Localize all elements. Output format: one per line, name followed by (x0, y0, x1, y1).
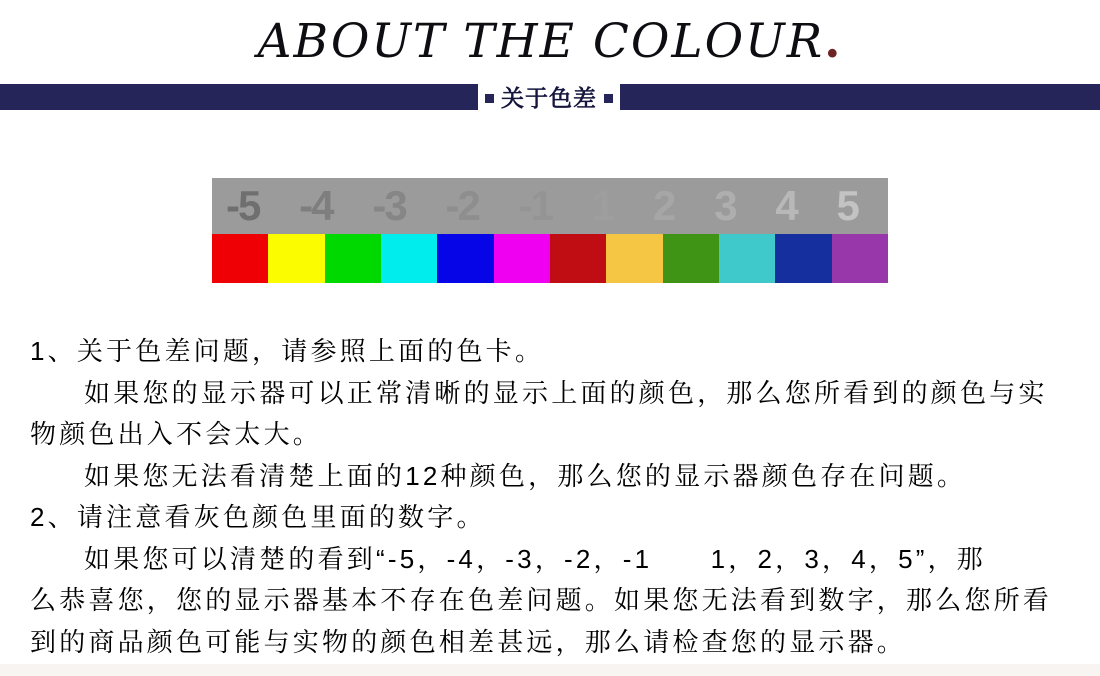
swatch-dark-green (663, 234, 719, 283)
navy-divider-band (0, 84, 1100, 110)
swatch-dark-blue (775, 234, 831, 283)
swatch-dark-red (550, 234, 606, 283)
page-title (0, 14, 1100, 69)
band-label: 关于色差 (501, 84, 597, 111)
gray-number--5: -5 (226, 182, 260, 229)
swatch-row (212, 234, 888, 283)
bottom-band (0, 664, 1100, 676)
swatch-cyan (381, 234, 437, 283)
band-label-box (478, 81, 620, 115)
swatch-purple (832, 234, 888, 283)
instructions-text-block (30, 331, 1080, 663)
instruction-line-4: 如果您无法看清楚上面的12种颜色，那么您的显示器颜色存在问题。 (84, 460, 967, 491)
instruction-line-1: 1、关于色差问题，请参照上面的色卡。 (30, 336, 545, 366)
gray-numbers-row (212, 178, 888, 234)
gray-number-4: 4 (775, 182, 797, 229)
gray-number--4: -4 (299, 182, 333, 229)
title-period: . (824, 14, 843, 69)
page-title-text: ABOUT THE COLOUR (257, 14, 825, 69)
gray-number-3: 3 (714, 182, 736, 229)
swatch-green (325, 234, 381, 283)
gray-number--3: -3 (372, 182, 406, 229)
square-bullet-right-icon (604, 94, 613, 103)
instruction-line-2: 如果您的显示器可以正常清晰的显示上面的颜色，那么您所看到的颜色与实 (84, 377, 1048, 408)
swatch-magenta (494, 234, 550, 283)
square-bullet-left-icon (485, 94, 494, 103)
swatch-turquoise (719, 234, 775, 283)
swatch-blue (437, 234, 493, 283)
instruction-line-6: 如果您可以清楚的看到“-5，-4，-3，-2，-1 1，2，3，4，5”，那 (84, 543, 987, 574)
swatch-amber (606, 234, 662, 283)
instruction-line-5: 2、请注意看灰色颜色里面的数字。 (30, 502, 486, 532)
swatch-red (212, 234, 268, 283)
gray-number-2: 2 (653, 182, 675, 229)
gray-number--2: -2 (445, 182, 479, 229)
instruction-line-8: 到的商品颜色可能与实物的颜色相差甚远，那么请检查您的显示器。 (30, 626, 907, 657)
gray-number-5: 5 (836, 182, 858, 229)
instruction-line-7: 么恭喜您，您的显示器基本不存在色差问题。如果您无法看到数字，那么您所看 (30, 585, 1053, 615)
gray-number-1: 1 (591, 182, 614, 229)
swatch-yellow (268, 234, 324, 283)
gray-number--1: -1 (518, 182, 553, 229)
instruction-line-3: 物颜色出入不会太大。 (30, 419, 323, 449)
color-test-card (212, 178, 888, 283)
